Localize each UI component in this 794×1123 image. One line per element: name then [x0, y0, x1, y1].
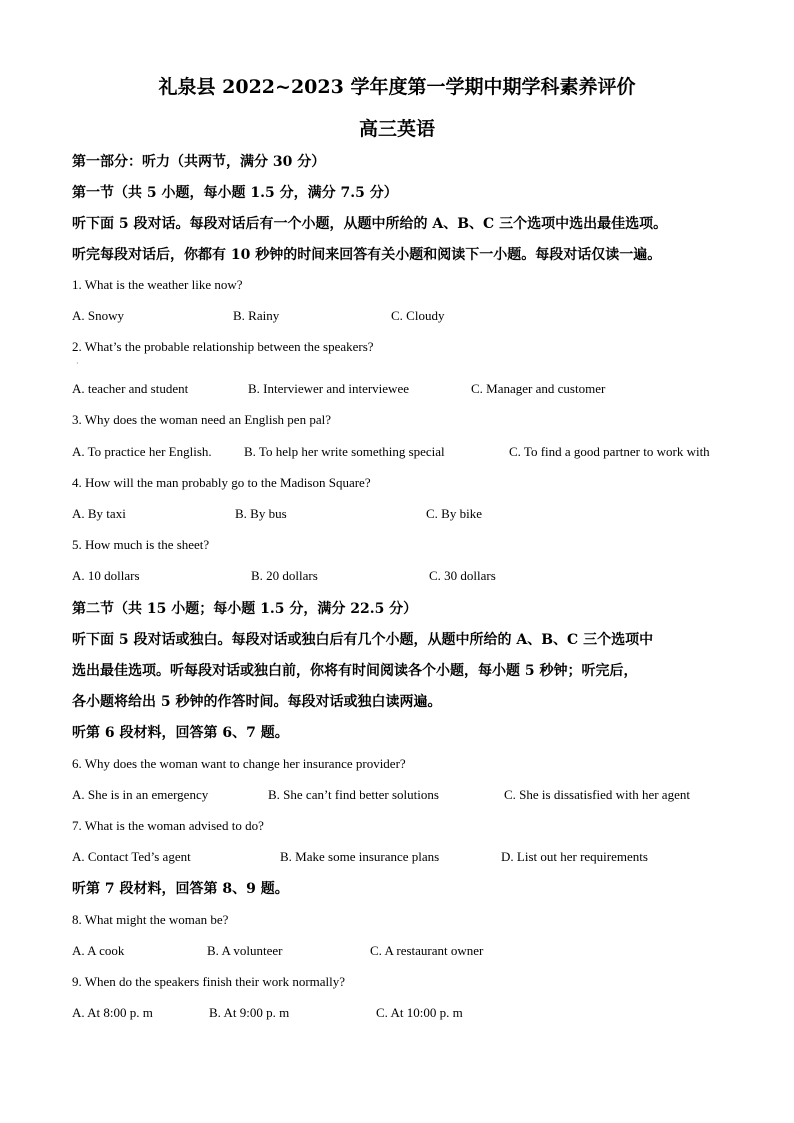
question-3-option-b: B. To help her write something special	[244, 444, 445, 459]
section2-instructions-line1: 听下面 5 段对话或独白。每段对话或独白后有几个小题，从题中所给的 A、B、C 三个选项中	[72, 632, 654, 648]
question-9-stem: 9. When do the speakers finish their work normally?	[72, 974, 346, 989]
stray-mark: ·	[76, 359, 79, 368]
question-5-stem: 5. How much is the sheet?	[72, 537, 210, 552]
question-7-stem: 7. What is the woman advised to do?	[72, 818, 264, 833]
question-1-option-b: B. Rainy	[233, 308, 280, 323]
section1-instructions-line2: 听完每段对话后，你都有 10 秒钟的时间来回答有关小题和阅读下一小题。每段对话仅读一遍。	[72, 247, 662, 263]
question-1-stem: 1. What is the weather like now?	[72, 277, 243, 292]
question-2-stem: 2. What’s the probable relationship between the speakers?	[72, 339, 374, 354]
question-4-option-c: C. By bike	[426, 506, 482, 521]
question-2-option-b: B. Interviewer and interviewee	[248, 381, 409, 396]
question-6-stem: 6. Why does the woman want to change her insurance provider?	[72, 756, 406, 771]
question-9-option-a: A. At 8:00 p. m	[72, 1005, 153, 1020]
question-5-option-a: A. 10 dollars	[72, 568, 140, 583]
question-2-option-a: A. teacher and student	[72, 381, 189, 396]
part1-heading: 第一部分：听力（共两节，满分 30 分）	[72, 154, 326, 170]
question-8-stem: 8. What might the woman be?	[72, 912, 229, 927]
question-9-option-c: C. At 10:00 p. m	[376, 1005, 463, 1020]
question-4-option-a: A. By taxi	[72, 506, 126, 521]
question-8-option-c: C. A restaurant owner	[370, 943, 484, 958]
question-8-option-b: B. A volunteer	[207, 943, 283, 958]
material-7-heading: 听第 7 段材料，回答第 8、9 题。	[72, 881, 289, 897]
question-6-option-c: C. She is dissatisfied with her agent	[504, 787, 690, 802]
section2-instructions-line3: 各小题将给出 5 秒钟的作答时间。每段对话或独白读两遍。	[72, 694, 442, 710]
exam-title: 礼泉县 2022~2023 学年度第一学期中期学科素养评价	[158, 76, 636, 98]
section2-instructions-line2: 选出最佳选项。听每段对话或独白前，你将有时间阅读各个小题，每小题 5 秒钟；听完后，	[72, 663, 638, 679]
question-7-option-c: D. List out her requirements	[501, 849, 648, 864]
question-9-option-b: B. At 9:00 p. m	[209, 1005, 290, 1020]
question-6-option-a: A. She is in an emergency	[72, 787, 209, 802]
question-4-option-b: B. By bus	[235, 506, 287, 521]
question-7-option-a: A. Contact Ted’s agent	[72, 849, 191, 864]
question-8-option-a: A. A cook	[72, 943, 125, 958]
material-6-heading: 听第 6 段材料，回答第 6、7 题。	[72, 725, 289, 741]
question-3-stem: 3. Why does the woman need an English pen pal?	[72, 412, 331, 427]
question-7-option-b: B. Make some insurance plans	[280, 849, 440, 864]
question-1-option-a: A. Snowy	[72, 308, 125, 323]
question-1-option-c: C. Cloudy	[391, 308, 445, 323]
question-5-option-c: C. 30 dollars	[429, 568, 496, 583]
question-2-option-c: C. Manager and customer	[471, 381, 606, 396]
question-3-option-a: A. To practice her English.	[72, 444, 212, 459]
question-3-option-c: C. To find a good partner to work with	[509, 444, 710, 459]
section1-instructions-line1: 听下面 5 段对话。每段对话后有一个小题，从题中所给的 A、B、C 三个选项中选出最佳选项。	[72, 216, 668, 232]
section2-heading: 第二节（共 15 小题；每小题 1.5 分，满分 22.5 分）	[72, 601, 418, 617]
question-6-option-b: B. She can’t find better solutions	[268, 787, 439, 802]
section1-heading: 第一节（共 5 小题，每小题 1.5 分，满分 7.5 分）	[72, 185, 398, 201]
question-5-option-b: B. 20 dollars	[251, 568, 318, 583]
exam-subtitle: 高三英语	[358, 118, 435, 140]
question-4-stem: 4. How will the man probably go to the Madison Square?	[72, 475, 371, 490]
